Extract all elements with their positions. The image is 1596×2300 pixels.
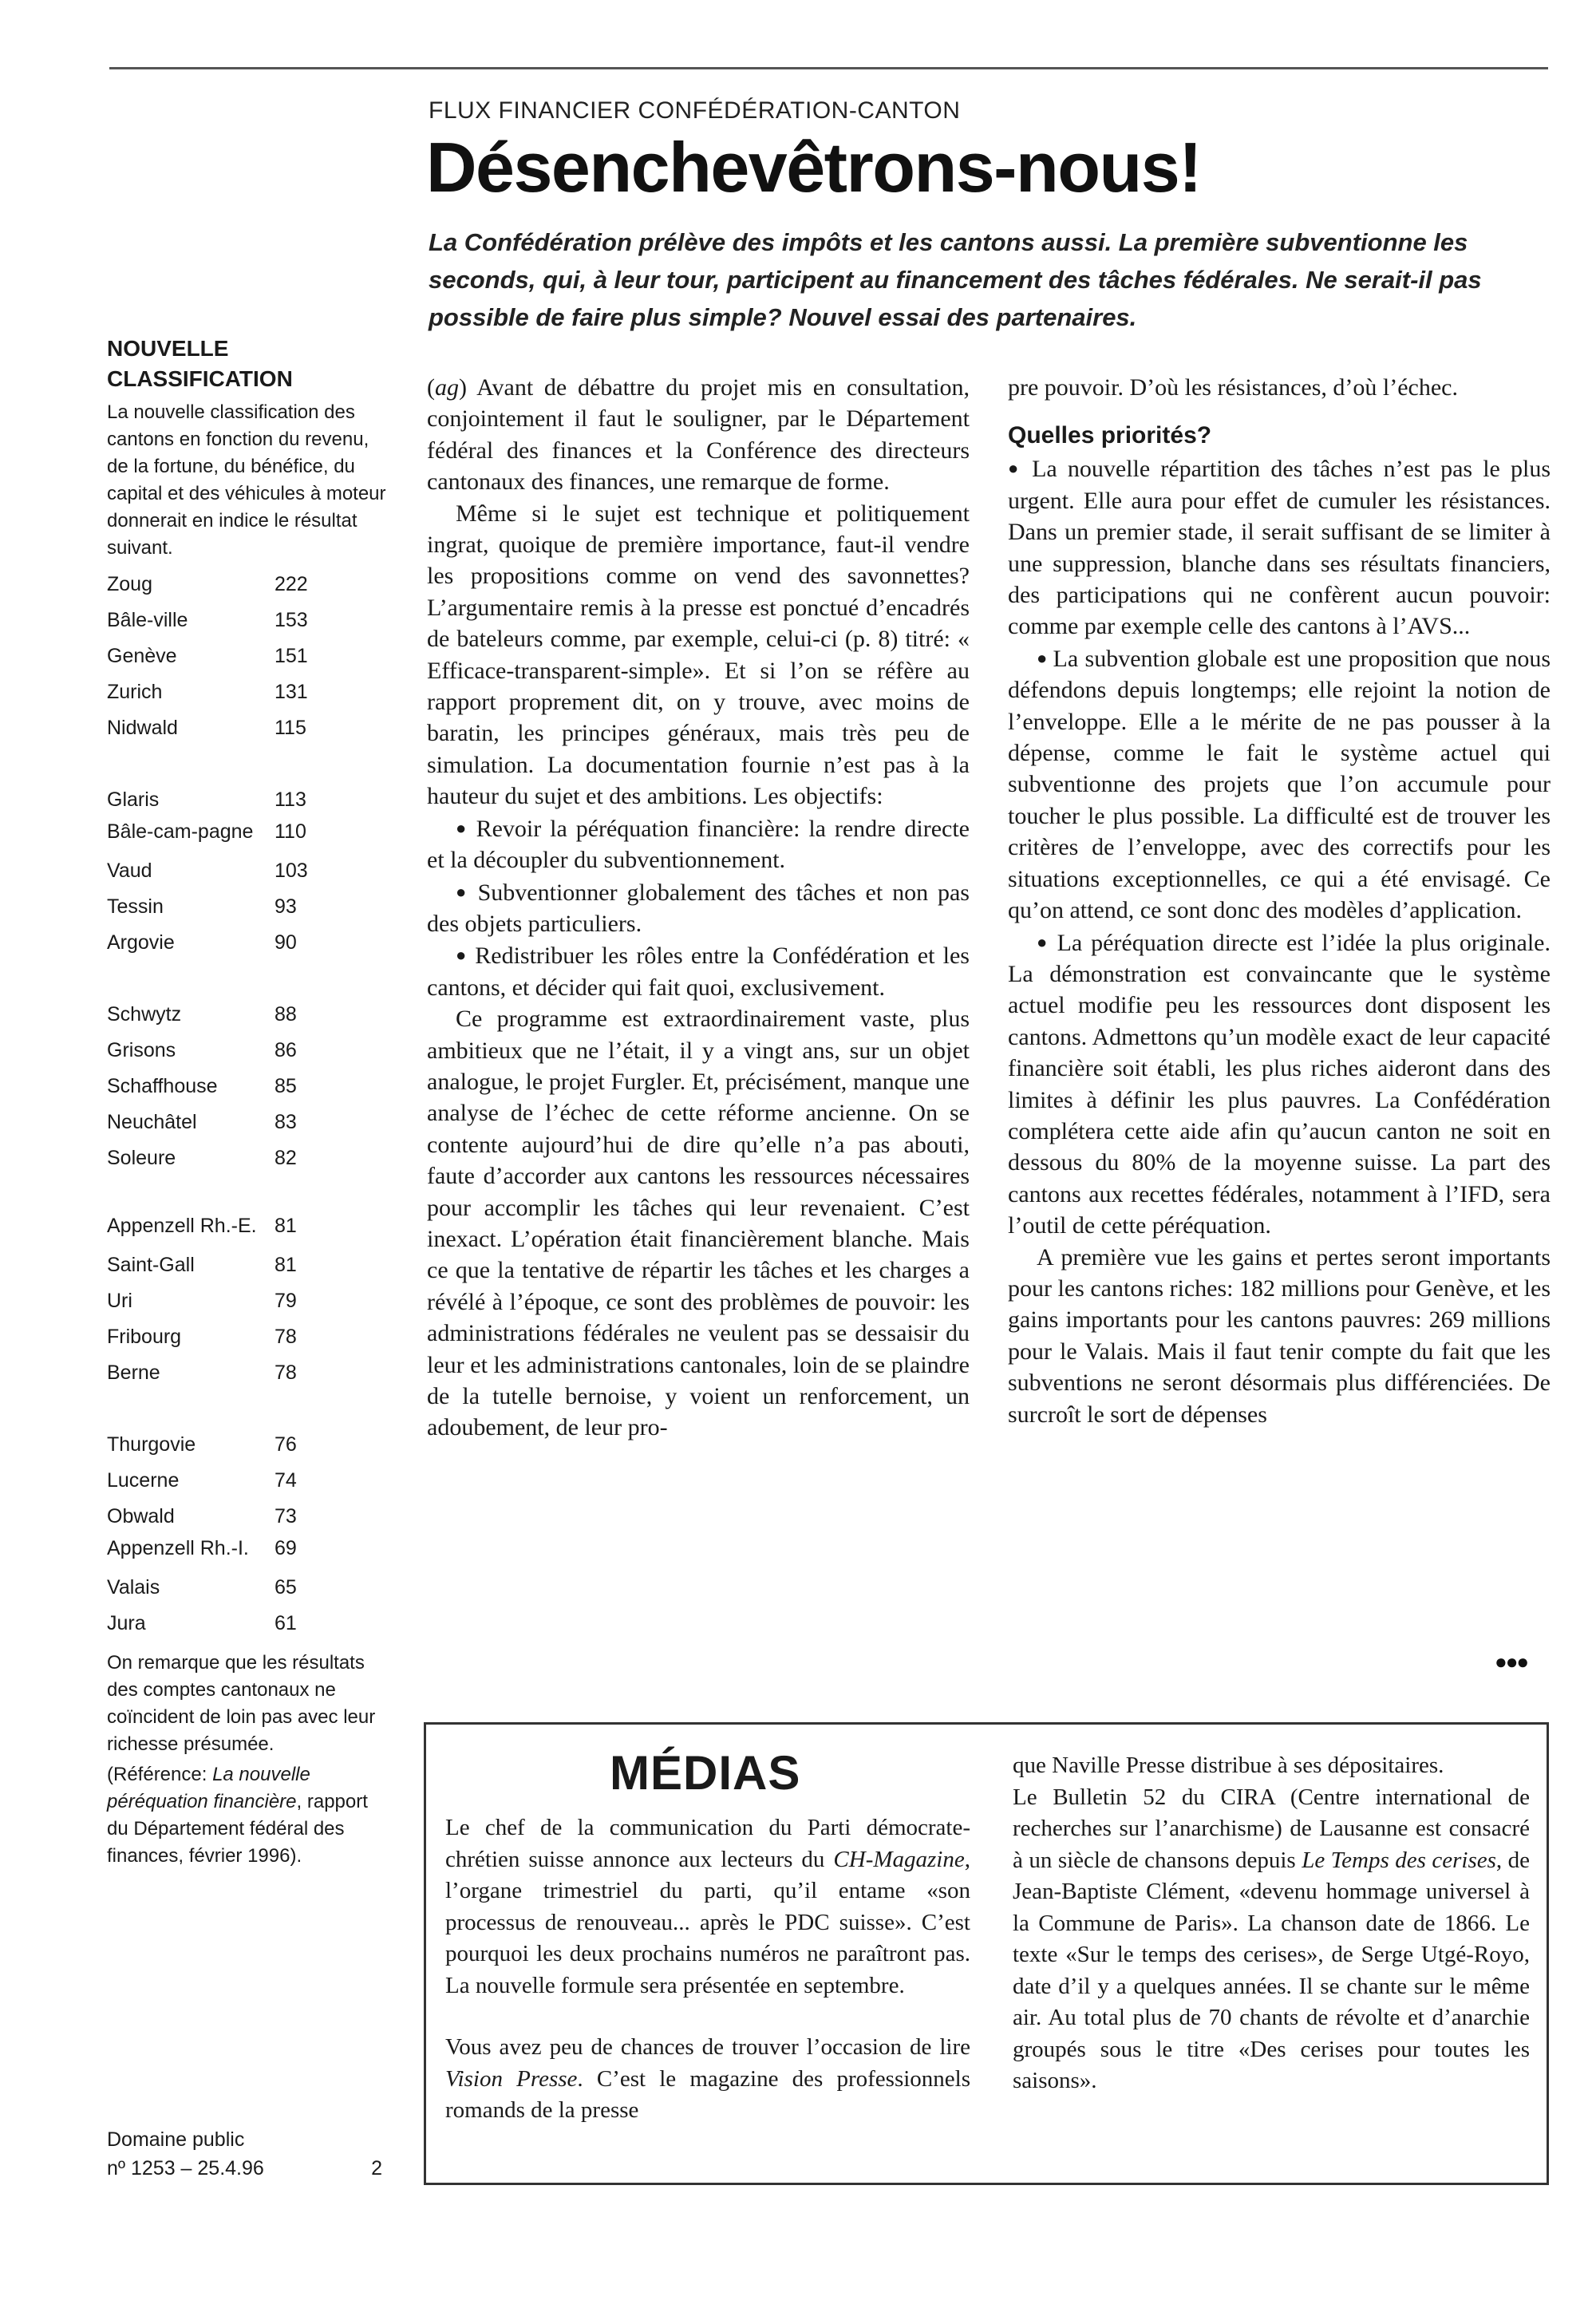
canton-name: Soleure <box>107 1147 176 1169</box>
continued-marker: ●●● <box>1495 1650 1528 1674</box>
canton-row <box>107 997 322 1033</box>
article-paragraph <box>427 372 970 498</box>
canton-index: 74 <box>275 1469 297 1492</box>
canton-index: 113 <box>275 788 306 811</box>
group-spacer <box>107 961 386 997</box>
canton-name: Berne <box>107 1361 160 1384</box>
canton-row <box>107 925 322 961</box>
canton-index: 131 <box>275 681 308 703</box>
priority-bullet: ● La péréquation directe est l’idée la plus originale. La démonstration est convaincante que le système actuel modifie peu les ressources dont disposent les cantons. Admettons qu’un modèle exact de leur capacité financière soit établi, les plus riches aideront dans des limites à définir les plus pauvres. La Confédération complétera cette aide afin qu’aucun canton ne soit en dessous du 80% de la moyenne suisse. La part des cantons aux recettes fédérales, notamment à l’IFD, sera l’outil de cette péréquation. <box>1008 927 1551 1242</box>
canton-name: Zurich <box>107 681 163 703</box>
canton-name: Nidwald <box>107 717 178 739</box>
canton-row <box>107 1283 322 1319</box>
canton-name: Zoug <box>107 573 152 595</box>
canton-index: 73 <box>275 1505 297 1527</box>
canton-row <box>107 1212 322 1239</box>
canton-name: Thurgovie <box>107 1433 196 1456</box>
canton-row <box>107 1355 322 1391</box>
canton-index: 103 <box>275 860 308 882</box>
page-number: 2 <box>371 2157 382 2179</box>
canton-row <box>107 1499 322 1535</box>
article-paragraph: A première vue les gains et pertes seront importants pour les cantons riches: 182 millions pour Genève, et les gains importants pour les cantons pauvres: 269 millions pour le Valais. Mais il faut tenir compte du fait que les subventions ne seront désormais plus différenciées. De surcroît le sort de dépenses <box>1008 1243 1551 1428</box>
article-headline: Désenchevêtrons-nous! <box>426 128 1201 207</box>
sidebar-reference <box>107 1761 386 1870</box>
canton-name: Fribourg <box>107 1326 182 1348</box>
medias-title: MÉDIAS <box>610 1746 801 1800</box>
paragraph-text: Avant de débattre du projet mis en consultation, conjointement il faut le souligner, par le Département fédéral des finances et la Conférence des directeurs cantonaux des finances, une remarque de forme. <box>427 374 970 496</box>
sidebar-title: NOUVELLE CLASSIFICATION <box>107 336 293 391</box>
canton-index: 153 <box>275 609 308 631</box>
canton-row <box>107 818 322 845</box>
article-paragraph: pre pouvoir. D’où les résistances, d’où l’échec. <box>1008 374 1458 401</box>
article-column-1 <box>427 372 970 1444</box>
canton-name: Bâle-cam-pagne <box>107 820 254 843</box>
priority-bullet: ● La subvention globale est une proposition que nous défendons depuis longtemps; elle rejoint la notion de l’enveloppe. Elle a le mérite de ne pas pousser à la dépense, comme le fait le système actuel qui subventionne des projets que l’on accumule pour toucher le plus possible. La difficulté est de trouver les critères de l’enveloppe, avec des correctifs pour les situations exceptionnelles, ce qui a été envisagé. Ce qu’on attend, ce sont donc des modèles d’application. <box>1008 642 1551 927</box>
canton-index: 78 <box>275 1361 297 1384</box>
canton-name: Grisons <box>107 1039 176 1061</box>
canton-name: Argovie <box>107 931 175 954</box>
canton-row <box>107 1033 322 1069</box>
canton-row <box>107 853 322 889</box>
paren-open: ( <box>427 374 435 401</box>
text: Le Bulletin 52 du CIRA (Centre international de recherches sur l’anarchisme) de Lausanne est consacré à un siècle de chansons depuis <box>1013 1784 1530 1873</box>
canton-index: 78 <box>275 1326 297 1348</box>
canton-index: 90 <box>275 931 297 954</box>
canton-row <box>107 1606 322 1642</box>
medias-paragraph <box>1013 1782 1530 2097</box>
group-spacer <box>107 1176 386 1212</box>
canton-index: 65 <box>275 1576 297 1599</box>
canton-row <box>107 782 322 818</box>
article-paragraph: Même si le sujet est technique et politiquement ingrat, quoique de première importance, faut-il vendre les propositions comme on vend des savonnettes? L’argumentaire remis à la presse est ponctué d’encadrés de bateleurs comme, par exemple, celui-ci (p. 8) titré: « Efficace-transparent-simple». Et si l’on se réfère au rapport proprement dit, on y trouve, avec moins de baratin, les principes généraux, mais très peu de simulation. La documentation fournie n’est pas à la hauteur du sujet et des ambitions. Les objectifs: <box>427 500 970 810</box>
canton-name: Tessin <box>107 895 164 918</box>
medias-column-1 <box>445 1812 970 2127</box>
author-tag: ag <box>435 374 459 401</box>
objective-bullet: ● Redistribuer les rôles entre la Confédération et les cantons, et décider qui fait quoi, exclusivement. <box>427 939 970 1003</box>
canton-index: 86 <box>275 1039 297 1061</box>
article-paragraph: Ce programme est extraordinairement vaste, plus ambitieux que ne l’était, il y a vingt ans, sur un objet analogue, le projet Furgler. Et, précisément, manque une analyse de l’échec de cette réforme ancienne. On se contente aujourd’hui de dire qu’elle n’a pas abouti, faute d’accorder aux cantons les ressources nécessaires pour accomplir les tâches qui leur revenaient. C’est inexact. L’opération était financièrement blanche. Mais ce que la tentative de répartir les tâches et les charges a révélé à l’époque, ce sont des problèmes de pouvoir: les administrations fédérales ne veulent pas se dessaisir du leur et les administrations cantonales, loin de se plaindre de la tutelle bernoise, y voient un renforcement, un adoubement, de leur pro- <box>427 1006 970 1441</box>
canton-index: 81 <box>275 1215 297 1237</box>
canton-row <box>107 1463 322 1499</box>
text: , de Jean-Baptiste Clément, «devenu hommage universel à la Commune de Paris». La chanson date de 1866. Le texte «Sur le temps des cerises», de Serge Utgé-Royo, date d’il y a quelques années. Il se chante sur le même air. Au total plus de 70 chants de révolte et d’anarchie groupés sous le titre «Des cerises pour toutes les saisons». <box>1013 1847 1530 2093</box>
canton-name: Obwald <box>107 1505 175 1527</box>
canton-name: Bâle-ville <box>107 609 188 631</box>
footer-publication: Domaine public <box>107 2128 245 2151</box>
objective-bullet: ● Revoir la péréquation financière: la rendre directe et la découpler du subventionnement. <box>427 812 970 876</box>
canton-name: Saint-Gall <box>107 1254 195 1276</box>
canton-row <box>107 889 322 925</box>
magazine-name: CH-Magazine <box>833 1846 965 1872</box>
magazine-name: Vision Presse <box>445 2065 578 2092</box>
canton-row <box>107 638 322 674</box>
canton-name: Appenzell Rh.-E. <box>107 1215 257 1237</box>
sidebar-intro: La nouvelle classification des cantons en fonction du revenu, de la fortune, du bénéfice, du capital et des véhicules à moteur donnerait en indice le résultat suivant. <box>107 401 386 559</box>
reference-rest: , rapport du Département fédéral des finances, février 1996). <box>107 1791 368 1867</box>
objective-bullet: ● Subventionner globalement des tâches et non pas des objets particuliers. <box>427 876 970 940</box>
article-kicker: FLUX FINANCIER CONFÉDÉRATION-CANTON <box>429 97 961 124</box>
medias-column-2 <box>1013 1750 1530 2097</box>
canton-row <box>107 603 322 638</box>
canton-index: 110 <box>275 820 306 843</box>
article-lede: La Confédération prélève des impôts et les cantons aussi. La première subventionne les seconds, qui, à leur tour, participent au financement des tâches fédérales. Ne serait-il pas possible de faire plus simple? Nouvel essai des partenaires. <box>429 228 1482 331</box>
text: . C’est le magazine des professionnels romands de la presse <box>445 2065 970 2123</box>
canton-row <box>107 567 322 603</box>
medias-paragraph: que Naville Presse distribue à ses dépositaires. <box>1013 1753 1444 1778</box>
group-spacer <box>107 746 386 782</box>
footer-issue: nº 1253 – 25.4.96 <box>107 2157 264 2179</box>
canton-row <box>107 1140 322 1176</box>
canton-row <box>107 1319 322 1355</box>
canton-name: Schaffhouse <box>107 1075 218 1097</box>
canton-index: 222 <box>275 573 308 595</box>
sidebar-classification <box>107 334 386 1870</box>
priority-bullet: ● La nouvelle répartition des tâches n’est pas le plus urgent. Elle aura pour effet de cumuler les résistances. Dans un premier stade, il serait suffisant de se limiter à une suppression, blanche dans ses résultats financiers, des participations qui ne confèrent aucun pouvoir: comme par exemple celle des cantons à l’AVS... <box>1008 452 1551 642</box>
medias-box <box>424 1722 1549 2185</box>
canton-name: Lucerne <box>107 1469 180 1492</box>
paren-close: ) <box>459 374 467 401</box>
canton-index: 83 <box>275 1111 297 1133</box>
canton-index: 88 <box>275 1003 297 1026</box>
article-column-2 <box>1008 372 1551 1430</box>
canton-name: Appenzell Rh.-I. <box>107 1537 249 1559</box>
canton-index: 82 <box>275 1147 297 1169</box>
section-subhead: Quelles priorités? <box>1008 422 1212 449</box>
text: Le chef de la communication du Parti démocrate-chrétien suisse annonce aux lecteurs du <box>445 1815 970 1872</box>
canton-row <box>107 1069 322 1105</box>
reference-open: (Référence: <box>107 1764 213 1785</box>
canton-index: 115 <box>275 717 306 739</box>
canton-index: 76 <box>275 1433 297 1456</box>
canton-row <box>107 710 322 746</box>
medias-paragraph <box>445 2032 970 2127</box>
canton-row <box>107 674 322 710</box>
text: Vous avez peu de chances de trouver l’occasion de lire <box>445 2034 970 2060</box>
song-title: Le Temps des cerises <box>1302 1847 1496 1873</box>
reference-title: La nouvelle péréquation financière <box>107 1764 310 1812</box>
canton-name: Uri <box>107 1290 132 1312</box>
sidebar-note: On remarque que les résultats des comptes cantonaux ne coïncident de loin pas avec leur richesse présumée. <box>107 1652 376 1755</box>
canton-name: Glaris <box>107 788 160 811</box>
canton-row <box>107 1427 322 1463</box>
text: , l’organe trimestriel du parti, qu’il entame «son processus de renouveau... après le PDC suisse». C’est pourquoi les deux prochains numéros ne paraîtront pas. La nouvelle formule sera présentée en septembre. <box>445 1846 970 1998</box>
canton-name: Genève <box>107 645 177 667</box>
canton-ranking-list <box>107 567 386 1642</box>
canton-row <box>107 1105 322 1140</box>
canton-name: Neuchâtel <box>107 1111 197 1133</box>
canton-index: 85 <box>275 1075 297 1097</box>
page-footer <box>107 2125 386 2183</box>
medias-paragraph <box>445 1812 970 2002</box>
canton-row <box>107 1535 322 1562</box>
canton-name: Schwytz <box>107 1003 182 1026</box>
canton-index: 61 <box>275 1612 297 1634</box>
canton-row <box>107 1570 322 1606</box>
top-rule <box>109 67 1548 69</box>
canton-name: Valais <box>107 1576 160 1599</box>
canton-index: 69 <box>275 1537 297 1559</box>
canton-row <box>107 1247 322 1283</box>
canton-name: Vaud <box>107 860 152 882</box>
canton-index: 93 <box>275 895 297 918</box>
canton-index: 81 <box>275 1254 297 1276</box>
canton-name: Jura <box>107 1612 146 1634</box>
canton-index: 151 <box>275 645 308 667</box>
canton-index: 79 <box>275 1290 297 1312</box>
group-spacer <box>107 1391 386 1427</box>
